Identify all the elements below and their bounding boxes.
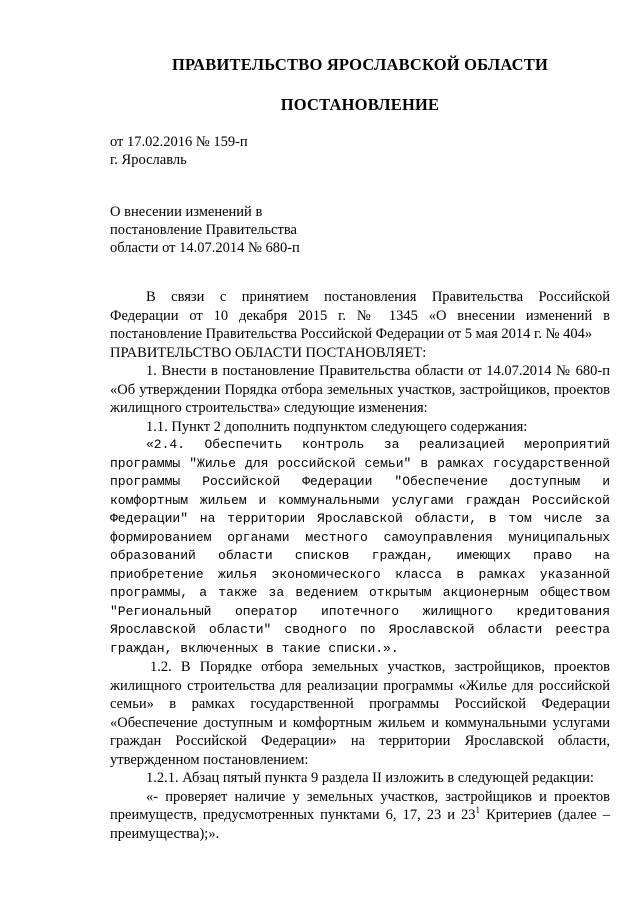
item-1-2-paragraph: 1.2. В Порядке отбора земельных участков, застройщиков, проектов жилищного строительства для реализации программы «Жилье для российской семьи» в рамках государственной программы Российской Федерации «Обеспечение доступным и комфортным жильем и коммунальными услугами граждан Российской Федерации» на территории Ярославской области, утвержденном постановлением: xyxy=(110,659,610,768)
item-1-2-1-paragraph: 1.2.1. Абзац пятый пункта 9 раздела II изложить в следующей редакции: xyxy=(146,770,594,786)
subject-line-3: области от 14.07.2014 № 680-п xyxy=(110,240,300,256)
subject-line-2: постановление Правительства xyxy=(110,222,297,238)
quoted-text-part-b: Критериев (далее – преимущества);». xyxy=(110,807,610,842)
subject-line-1: О внесении изменений в xyxy=(110,204,263,220)
doc-type-heading: ПОСТАНОВЛЕНИЕ xyxy=(280,95,440,114)
item-1-paragraph: 1. Внести в постановление Правительства области от 14.07.2014 № 680-п «Об утверждении Порядка отбора земельных участков, застройщиков, проектов жилищного строительства» следующие изменения: xyxy=(110,363,610,416)
item-1-1-quoted-text: «2.4. Обеспечить контроль за реализацией мероприятий программы "Жилье для российской семьи" в рамках государственной программы Российской Федерации "Обеспечение доступным и комфортным жильем и коммунальными услугами граждан Российской Федерации" на территории Ярославской области, в том числе за формированием органами местного самоуправления муниципальных образований области списков граждан, имеющих право на приобретение жилья экономического класса в рамках указанной программы, а также за ведением открытым акционерным обществом "Региональный оператор ипотечного жилищного кредитования Ярославской области" сводного по Ярославской области реестра граждан, включенных в такие списки.». xyxy=(110,437,610,656)
city: г. Ярославль xyxy=(110,152,187,168)
date-number: от 17.02.2016 № 159-п xyxy=(110,134,248,150)
resolves-line: ПРАВИТЕЛЬСТВО ОБЛАСТИ ПОСТАНОВЛЯЕТ: xyxy=(110,344,427,361)
org-heading: ПРАВИТЕЛЬСТВО ЯРОСЛАВСКОЙ ОБЛАСТИ xyxy=(171,55,549,74)
preamble-paragraph: В связи с принятием постановления Правительства Российской Федерации от 10 декабря 2015 г. № 1345 «О внесении изменений в постановление Правительства Российской Федерации от 5 мая 2014 г. № 404» xyxy=(110,289,610,342)
item-1-2-1-quoted-text xyxy=(110,788,610,844)
item-1-1-paragraph: 1.1. Пункт 2 дополнить подпунктом следующего содержания: xyxy=(146,418,528,435)
document-body xyxy=(110,288,610,843)
quoted-text-part-a: «- проверяет наличие у земельных участков, застройщиков и проектов преимуществ, предусмотренных пунктами 6, 17, 23 и 23 xyxy=(110,788,610,823)
superscript-mark: 1 xyxy=(475,805,481,816)
